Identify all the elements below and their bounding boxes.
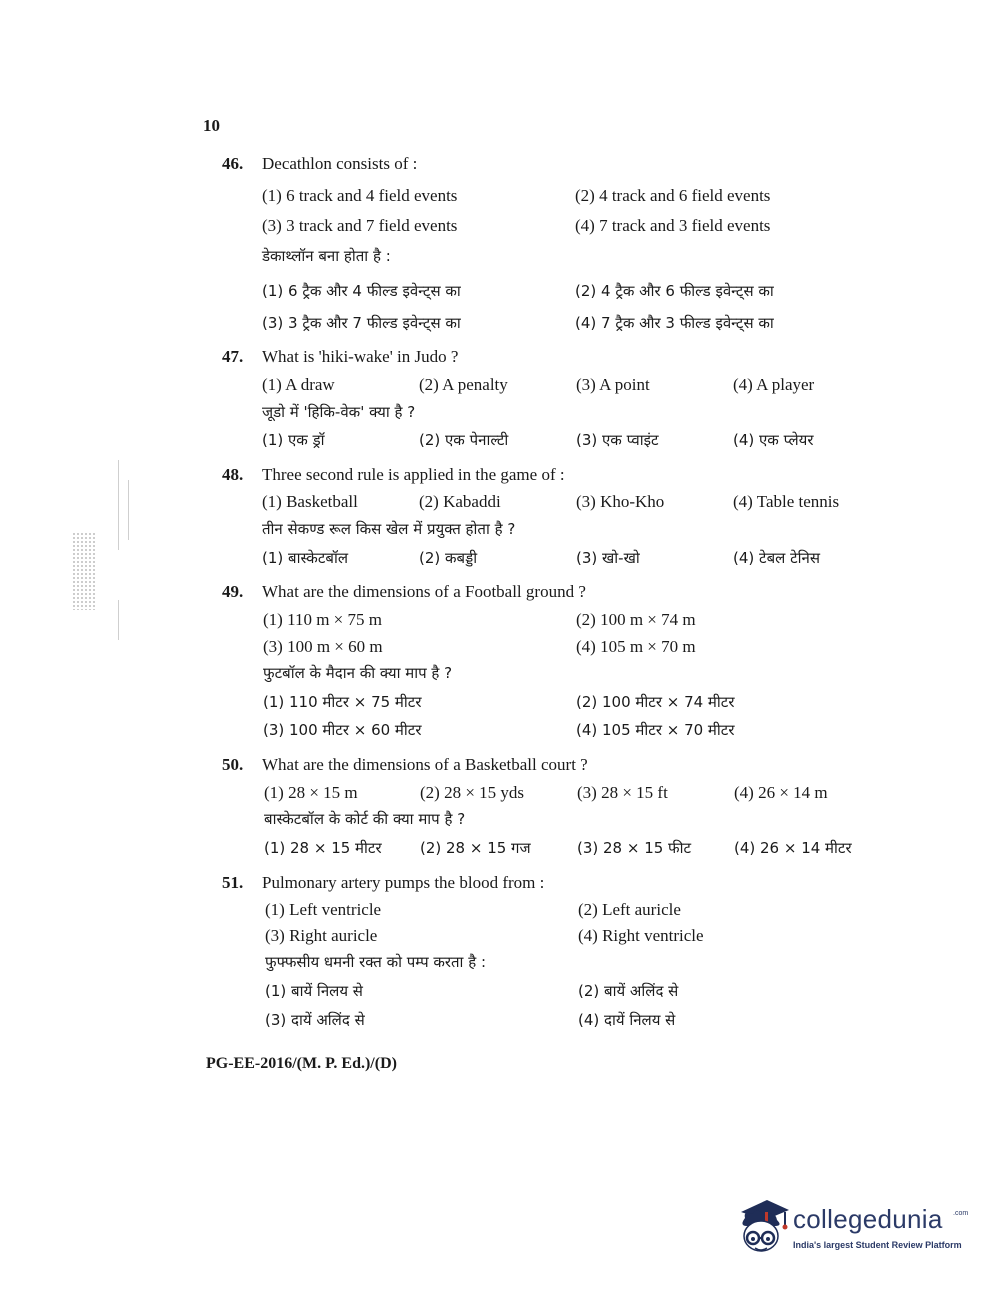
option-hindi: (3) 100 मीटर × 60 मीटर (263, 721, 422, 739)
question-text: What is 'hiki-wake' in Judo ? (262, 347, 459, 366)
option: (1) Left ventricle (265, 900, 382, 919)
question-number: 47. (222, 347, 244, 366)
option: (2) Left auricle (578, 900, 681, 919)
option: (2) Kabaddi (419, 492, 501, 511)
option: (4) A player (733, 375, 815, 394)
option: (3) A point (576, 375, 650, 394)
logo-tagline: India's largest Student Review Platform (793, 1240, 962, 1250)
option: (3) Kho-Kho (576, 492, 665, 511)
question-text-hindi: डेकाथ्लॉन बना होता है : (262, 247, 391, 265)
question-text: Three second rule is applied in the game of : (262, 465, 565, 484)
option-hindi: (1) 6 ट्रैक और 4 फील्ड इवेन्ट्स का (262, 282, 461, 300)
option-hindi: (4) 105 मीटर × 70 मीटर (576, 721, 735, 739)
question-number: 46. (222, 154, 244, 173)
question-text-hindi: फुटबॉल के मैदान की क्या माप है ? (263, 664, 453, 682)
question-text: Decathlon consists of : (262, 154, 418, 173)
option: (2) 4 track and 6 field events (575, 186, 771, 205)
question-number: 48. (222, 465, 244, 484)
option-hindi: (3) 3 ट्रैक और 7 फील्ड इवेन्ट्स का (262, 314, 461, 332)
question-50-stem (222, 756, 882, 773)
option: (4) Table tennis (733, 492, 840, 511)
option-hindi: (4) 7 ट्रैक और 3 फील्ड इवेन्ट्स का (575, 314, 774, 332)
question-number: 51. (222, 873, 244, 892)
option: (4) 26 × 14 m (734, 783, 828, 802)
option-hindi: (4) टेबल टेनिस (733, 549, 820, 567)
option: (3) 28 × 15 ft (577, 783, 668, 802)
question-number: 49. (222, 582, 244, 601)
option-hindi: (1) 28 × 15 मीटर (264, 839, 382, 857)
option-hindi: (2) 4 ट्रैक और 6 फील्ड इवेन्ट्स का (575, 282, 774, 300)
option: (4) Right ventricle (578, 926, 704, 945)
option: (3) 100 m × 60 m (263, 637, 383, 656)
option: (1) Basketball (262, 492, 358, 511)
question-text-hindi: जूडो में 'हिकि-वेक' क्या है ? (262, 403, 416, 421)
question-51-stem (222, 874, 882, 891)
question-number: 50. (222, 755, 244, 774)
option-hindi: (1) बायें निलय से (265, 982, 363, 1000)
option: (2) A penalty (419, 375, 508, 394)
option: (1) 110 m × 75 m (263, 610, 382, 629)
question-49-stem (222, 583, 882, 600)
logo-wordmark: collegedunia (793, 1204, 943, 1234)
option: (1) 28 × 15 m (264, 783, 358, 802)
paper-code: PG-EE-2016/(M. P. Ed.)/(D) (206, 1055, 397, 1072)
option-hindi: (3) खो-खो (576, 549, 640, 567)
option-hindi: (2) कबड्डी (419, 549, 478, 567)
scan-mark (128, 480, 129, 540)
question-text-hindi: बास्केटबॉल के कोर्ट की क्या माप है ? (264, 810, 466, 828)
option-hindi: (4) दायें निलय से (578, 1011, 676, 1029)
mascot-icon (735, 1196, 791, 1256)
collegedunia-logo[interactable] (735, 1196, 969, 1266)
scan-mark (118, 460, 119, 550)
option-hindi: (4) एक प्लेयर (733, 431, 814, 449)
question-text: What are the dimensions of a Basketball court ? (262, 755, 588, 774)
question-text: Pulmonary artery pumps the blood from : (262, 873, 545, 892)
option: (4) 7 track and 3 field events (575, 216, 771, 235)
question-text: What are the dimensions of a Football ground ? (262, 582, 586, 601)
option-hindi: (1) बास्केटबॉल (262, 549, 349, 567)
option: (4) 105 m × 70 m (576, 637, 696, 656)
question-48-stem (222, 466, 882, 483)
page-number: 10 (203, 116, 220, 135)
option-hindi: (3) एक प्वाइंट (576, 431, 659, 449)
option-hindi: (1) 110 मीटर × 75 मीटर (263, 693, 422, 711)
option-hindi: (2) 28 × 15 गज (420, 839, 531, 857)
option: (3) 3 track and 7 field events (262, 216, 458, 235)
option-hindi: (4) 26 × 14 मीटर (734, 839, 852, 857)
scan-dot-pattern (72, 532, 96, 610)
question-text-hindi: तीन सेकण्ड रूल किस खेल में प्रयुक्त होता है ? (262, 520, 516, 538)
option: (3) Right auricle (265, 926, 378, 945)
option-hindi: (1) एक ड्रॉ (262, 431, 325, 449)
scan-mark (118, 600, 119, 640)
question-47-stem (222, 348, 882, 365)
option: (1) 6 track and 4 field events (262, 186, 458, 205)
option-hindi: (2) एक पेनाल्टी (419, 431, 509, 449)
option-hindi: (3) दायें अलिंद से (265, 1011, 365, 1029)
question-46-stem (222, 155, 882, 172)
option: (2) 100 m × 74 m (576, 610, 696, 629)
question-text-hindi: फुफ्फसीय धमनी रक्त को पम्प करता है : (265, 953, 486, 971)
option: (2) 28 × 15 yds (420, 783, 525, 802)
logo-suffix: .com (953, 1210, 969, 1217)
option-hindi: (3) 28 × 15 फीट (577, 839, 692, 857)
option: (1) A draw (262, 375, 335, 394)
option-hindi: (2) बायें अलिंद से (578, 982, 679, 1000)
option-hindi: (2) 100 मीटर × 74 मीटर (576, 693, 735, 711)
